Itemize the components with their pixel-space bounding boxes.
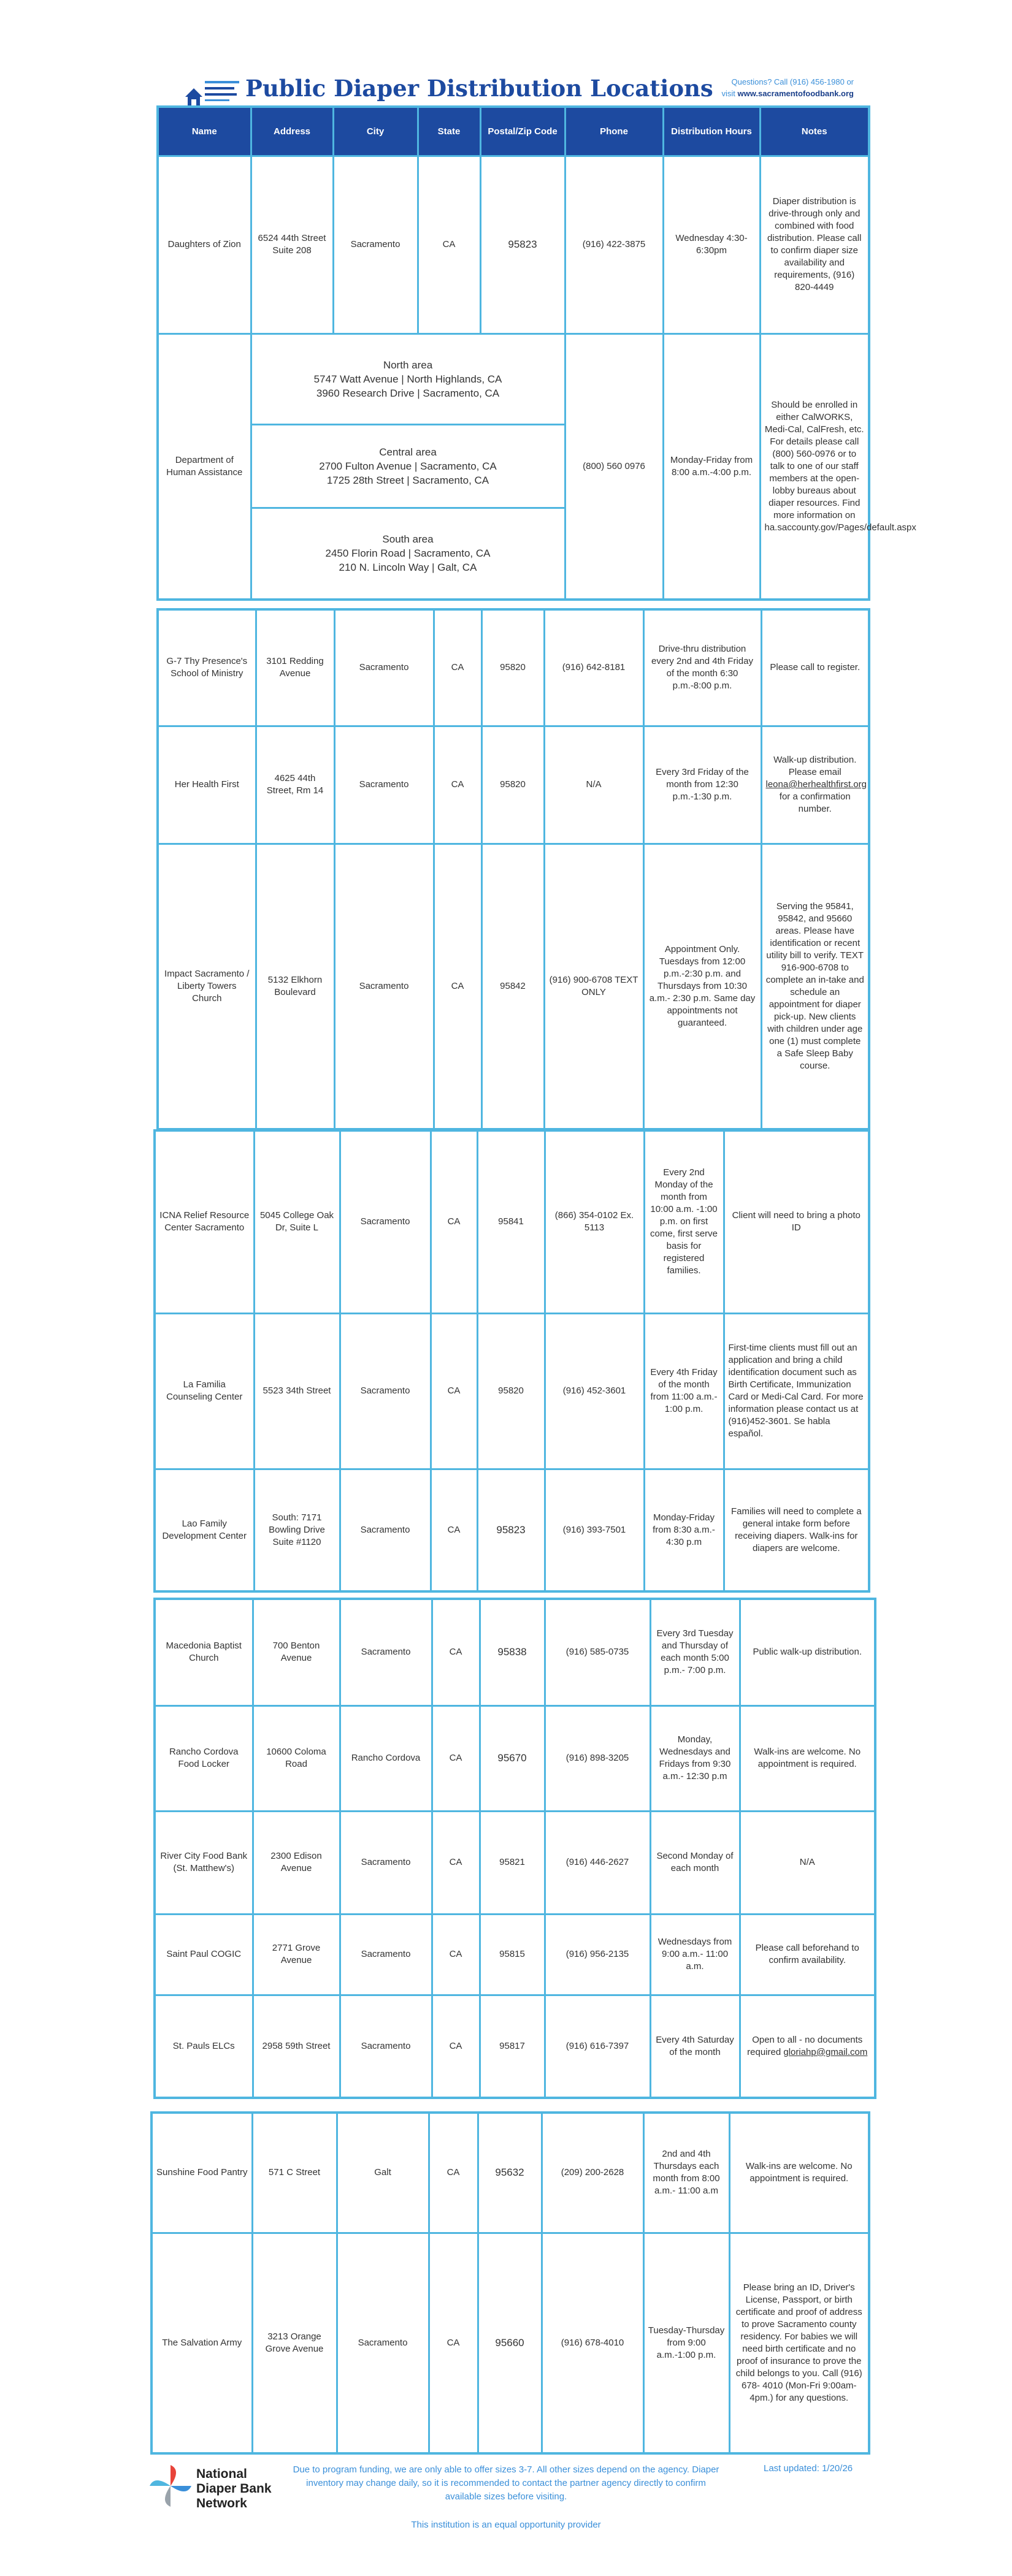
cell-name: Sunshine Food Pantry (151, 2113, 252, 2233)
notes-text: Open to all - no documents required (747, 2034, 863, 2057)
table-row (158, 333, 869, 424)
cell-hours: Appointment Only. Tuesdays from 12:00 p.m.-2:30 p.m. and Thursdays from 10:30 a.m.- 2:30 p.m. Same day appointments not guaranteed. (643, 844, 761, 1129)
cell-notes (740, 1995, 875, 2098)
cell-zip: 95632 (478, 2113, 542, 2233)
cell-zip: 95841 (477, 1130, 545, 1313)
cell-city: Sacramento (340, 1313, 431, 1469)
cell-zip: 95815 (480, 1914, 545, 1995)
locations-table-4 (153, 1598, 876, 2099)
cell-state: CA (434, 609, 481, 726)
cell-city: Sacramento (333, 156, 418, 333)
cell-notes: N/A (740, 1811, 875, 1914)
cell-city: Sacramento (334, 609, 434, 726)
cell-name: Her Health First (158, 726, 256, 844)
cell-name: Daughters of Zion (158, 156, 251, 333)
cell-notes: Diaper distribution is drive-through only and combined with food distribution. Please call to confirm diaper size availability and requirements, (916) 820-4449 (760, 156, 869, 333)
org-line: Network (196, 2496, 247, 2510)
column-header-address: Address (251, 107, 333, 156)
cell-phone: (916) 642-8181 (544, 609, 643, 726)
cell-hours: Wednesday 4:30-6:30pm (663, 156, 760, 333)
cell-phone: (916) 585-0735 (545, 1599, 650, 1705)
area-title: North area (383, 359, 433, 371)
cell-hours: Drive-thru distribution every 2nd and 4th Friday of the month 6:30 p.m.-8:00 p.m. (643, 609, 761, 726)
cell-phone: (916) 900-6708 TEXT ONLY (544, 844, 643, 1129)
cell-hours: Monday-Friday from 8:30 a.m.- 4:30 p.m (644, 1469, 724, 1591)
cell-phone: (916) 956-2135 (545, 1914, 650, 1995)
cell-phone: (866) 354-0102 Ex. 5113 (545, 1130, 644, 1313)
cell-address: 700 Benton Avenue (253, 1599, 340, 1705)
cell-hours: Second Monday of each month (650, 1811, 740, 1914)
cell-city: Sacramento (340, 1811, 432, 1914)
diaper-bank-pinwheel-icon (146, 2461, 195, 2510)
cell-phone: (916) 393-7501 (545, 1469, 644, 1591)
cell-zip: 95660 (478, 2233, 542, 2453)
table-row (151, 2233, 869, 2453)
cell-zip: 95670 (480, 1705, 545, 1811)
cell-city: Sacramento (334, 726, 434, 844)
cell-address: 5132 Elkhorn Boulevard (256, 844, 334, 1129)
cell-state: CA (431, 1313, 477, 1469)
area-address: 2450 Florin Road | Sacramento, CA (325, 547, 491, 560)
cell-name: River City Food Bank (St. Matthew's) (155, 1811, 253, 1914)
locations-table-5 (150, 2111, 870, 2455)
cell-state: CA (432, 1811, 480, 1914)
cell-phone: (209) 200-2628 (542, 2113, 643, 2233)
cell-state: CA (432, 1914, 480, 1995)
cell-hours: 2nd and 4th Thursdays each month from 8:00 a.m.- 11:00 a.m (643, 2113, 729, 2233)
cell-city: Sacramento (340, 1599, 432, 1705)
cell-name: Lao Family Development Center (155, 1469, 254, 1591)
cell-notes: Serving the 95841, 95842, and 95660 areas. Please have identification or recent utility bill to verify. TEXT 916-900-6708 to complete an in-take and schedule an appointment for diaper pick-up. New clients with children under age one (1) must complete a Safe Sleep Baby course. (761, 844, 869, 1129)
cell-notes: Walk-ins are welcome. No appointment is required. (729, 2113, 869, 2233)
table-row (155, 1130, 869, 1313)
cell-phone: (916) 898-3205 (545, 1705, 650, 1811)
contact-info (721, 76, 854, 99)
table-row (155, 1599, 875, 1705)
cell-notes (761, 726, 869, 844)
cell-notes: Walk-ins are welcome. No appointment is required. (740, 1705, 875, 1811)
cell-notes: First-time clients must fill out an application and bring a child identification document such as Birth Certificate, Immunization Card or Medi-Cal Card. For more information please contact us at (916)452-3601. Se habla español. (724, 1313, 869, 1469)
cell-notes: Please call to register. (761, 609, 869, 726)
table-row (158, 844, 869, 1129)
cell-hours: Every 4th Saturday of the month (650, 1995, 740, 2098)
cell-notes: Client will need to bring a photo ID (724, 1130, 869, 1313)
table-row (155, 1811, 875, 1914)
cell-name: La Familia Counseling Center (155, 1313, 254, 1469)
cell-address: 2771 Grove Avenue (253, 1914, 340, 1995)
cell-notes: Should be enrolled in either CalWORKS, Medi-Cal, CalFresh, etc. For details please call (800) 560-0976 or to talk to one of our staff members at the open-lobby bureaus about diaper resources. Find more information on ha.saccounty.gov/Pages/default.aspx (760, 333, 869, 600)
cell-state: CA (434, 726, 481, 844)
cell-name: Saint Paul COGIC (155, 1914, 253, 1995)
cell-name: St. Pauls ELCs (155, 1995, 253, 2098)
table-header-row (158, 107, 869, 156)
cell-zip: 95820 (481, 609, 544, 726)
area-address: 210 N. Lincoln Way | Galt, CA (339, 562, 477, 574)
page-title: Public Diaper Distribution Locations (245, 75, 713, 102)
cell-phone: (916) 446-2627 (545, 1811, 650, 1914)
notes-text: Walk-up distribution. Please email (773, 755, 857, 777)
food-bank-logo-icon (183, 72, 244, 108)
cell-phone: (916) 422-3875 (565, 156, 663, 333)
cell-city: Galt (337, 2113, 429, 2233)
notes-text: for a confirmation number. (779, 791, 851, 814)
area-address: 2700 Fulton Avenue | Sacramento, CA (319, 460, 497, 472)
area-title: Central area (379, 446, 437, 458)
cell-state: CA (429, 2233, 478, 2453)
contact-visit: visit (721, 89, 735, 98)
dhs-south-area (251, 508, 565, 600)
table-row (158, 609, 869, 726)
cell-city: Sacramento (340, 1130, 431, 1313)
cell-city: Sacramento (340, 1995, 432, 2098)
contact-line: Questions? Call (916) 456-1980 or (731, 77, 854, 86)
cell-hours: Monday-Friday from 8:00 a.m.-4:00 p.m. (663, 333, 760, 600)
cell-zip: 95817 (480, 1995, 545, 2098)
cell-address: 5523 34th Street (254, 1313, 340, 1469)
column-header-city: City (333, 107, 418, 156)
area-title: South area (382, 533, 434, 546)
cell-address: 4625 44th Street, Rm 14 (256, 726, 334, 844)
cell-name: The Salvation Army (151, 2233, 252, 2453)
cell-phone: (916) 678-4010 (542, 2233, 643, 2453)
table-row (155, 1995, 875, 2098)
cell-zip: 95838 (480, 1599, 545, 1705)
footer-note: Due to program funding, we are only able to offer sizes 3-7. All other sizes depend on the agency. Diaper inventory may change daily, so it is recommended to contact the partner agency directly to confirm available sizes before visiting. (293, 2464, 719, 2502)
column-header-state: State (418, 107, 480, 156)
table-row (151, 2113, 869, 2233)
cell-address: 2300 Edison Avenue (253, 1811, 340, 1914)
cell-zip: 95821 (480, 1811, 545, 1914)
cell-name: G-7 Thy Presence's School of Ministry (158, 609, 256, 726)
locations-table-2 (156, 608, 870, 1130)
table-row (155, 1469, 869, 1591)
cell-phone: (916) 452-3601 (545, 1313, 644, 1469)
cell-zip: 95823 (477, 1469, 545, 1591)
email-link[interactable]: leona@herhealthfirst.org (765, 779, 867, 790)
cell-name: ICNA Relief Resource Center Sacramento (155, 1130, 254, 1313)
page-header (159, 67, 865, 110)
cell-state: CA (432, 1995, 480, 2098)
cell-name: Impact Sacramento / Liberty Towers Church (158, 844, 256, 1129)
locations-table-1 (156, 105, 916, 601)
column-header-notes: Notes (760, 107, 869, 156)
org-line: Diaper Bank (196, 2482, 272, 2496)
website-link[interactable]: www.sacramentofoodbank.org (737, 89, 854, 98)
cell-state: CA (431, 1469, 477, 1591)
dhs-north-area (251, 333, 565, 424)
area-address: 1725 28th Street | Sacramento, CA (326, 474, 489, 486)
org-line: National (196, 2467, 247, 2481)
cell-state: CA (432, 1705, 480, 1811)
cell-notes: Families will need to complete a general intake form before receiving diapers. Walk-ins for diapers are welcome. (724, 1469, 869, 1591)
last-updated: Last updated: 1/20/26 (764, 2463, 853, 2474)
cell-state: CA (431, 1130, 477, 1313)
table-row (158, 726, 869, 844)
column-header-hours: Distribution Hours (663, 107, 760, 156)
cell-city: Rancho Cordova (340, 1705, 432, 1811)
cell-zip: 95820 (481, 726, 544, 844)
table-row (155, 1313, 869, 1469)
cell-address: 5045 College Oak Dr, Suite L (254, 1130, 340, 1313)
cell-address: South: 7171 Bowling Drive Suite #1120 (254, 1469, 340, 1591)
cell-state: CA (432, 1599, 480, 1705)
cell-name: Rancho Cordova Food Locker (155, 1705, 253, 1811)
cell-address: 2958 59th Street (253, 1995, 340, 2098)
cell-phone: N/A (544, 726, 643, 844)
column-header-phone: Phone (565, 107, 663, 156)
cell-zip: 95842 (481, 844, 544, 1129)
cell-city: Sacramento (334, 844, 434, 1129)
cell-address: 10600 Coloma Road (253, 1705, 340, 1811)
equal-opportunity-statement: This institution is an equal opportunity provider (411, 2520, 601, 2530)
cell-phone: (800) 560 0976 (565, 333, 663, 600)
cell-hours: Every 4th Friday of the month from 11:00 a.m.- 1:00 p.m. (644, 1313, 724, 1469)
cell-notes: Public walk-up distribution. (740, 1599, 875, 1705)
cell-hours: Every 2nd Monday of the month from 10:00 a.m. -1:00 p.m. on first come, first serve basis for registered families. (644, 1130, 724, 1313)
cell-city: Sacramento (337, 2233, 429, 2453)
cell-hours: Every 3rd Friday of the month from 12:30 p.m.-1:30 p.m. (643, 726, 761, 844)
cell-notes: Please call beforehand to confirm availability. (740, 1914, 875, 1995)
footer-org-name (196, 2467, 272, 2511)
table-row (155, 1705, 875, 1811)
cell-hours: Wednesdays from 9:00 a.m.- 11:00 a.m. (650, 1914, 740, 1995)
cell-name: Macedonia Baptist Church (155, 1599, 253, 1705)
column-header-name: Name (158, 107, 251, 156)
cell-state: CA (434, 844, 481, 1129)
cell-hours: Every 3rd Tuesday and Thursday of each month 5:00 p.m.- 7:00 p.m. (650, 1599, 740, 1705)
cell-notes: Please bring an ID, Driver's License, Passport, or birth certificate and proof of address to prove Sacramento county residency. For babies we will need birth certificate and no proof of insurance to prove the child belongs to you. Call (916) 678- 4010 (Mon-Fri 9:00am-4pm.) for any questions. (729, 2233, 869, 2453)
cell-address: 6524 44th Street Suite 208 (251, 156, 333, 333)
email-link[interactable]: gloriahp@gmail.com (783, 2046, 868, 2057)
dhs-central-area (251, 424, 565, 508)
cell-city: Sacramento (340, 1914, 432, 1995)
cell-address: 571 C Street (252, 2113, 337, 2233)
locations-table-3 (153, 1129, 870, 1593)
cell-zip: 95820 (477, 1313, 545, 1469)
cell-address: 3213 Orange Grove Avenue (252, 2233, 337, 2453)
cell-zip: 95823 (480, 156, 565, 333)
cell-hours: Monday, Wednesdays and Fridays from 9:30 a.m.- 12:30 p.m (650, 1705, 740, 1811)
table-row (155, 1914, 875, 1995)
cell-name: Department of Human Assistance (158, 333, 251, 600)
cell-hours: Tuesday-Thursday from 9:00 a.m.-1:00 p.m. (643, 2233, 729, 2453)
cell-phone: (916) 616-7397 (545, 1995, 650, 2098)
cell-city: Sacramento (340, 1469, 431, 1591)
cell-state: CA (429, 2113, 478, 2233)
area-address: 3960 Research Drive | Sacramento, CA (316, 387, 500, 399)
cell-state: CA (418, 156, 480, 333)
area-address: 5747 Watt Avenue | North Highlands, CA (313, 373, 502, 385)
cell-address: 3101 Redding Avenue (256, 609, 334, 726)
table-row (158, 156, 869, 333)
column-header-zip: Postal/Zip Code (480, 107, 565, 156)
